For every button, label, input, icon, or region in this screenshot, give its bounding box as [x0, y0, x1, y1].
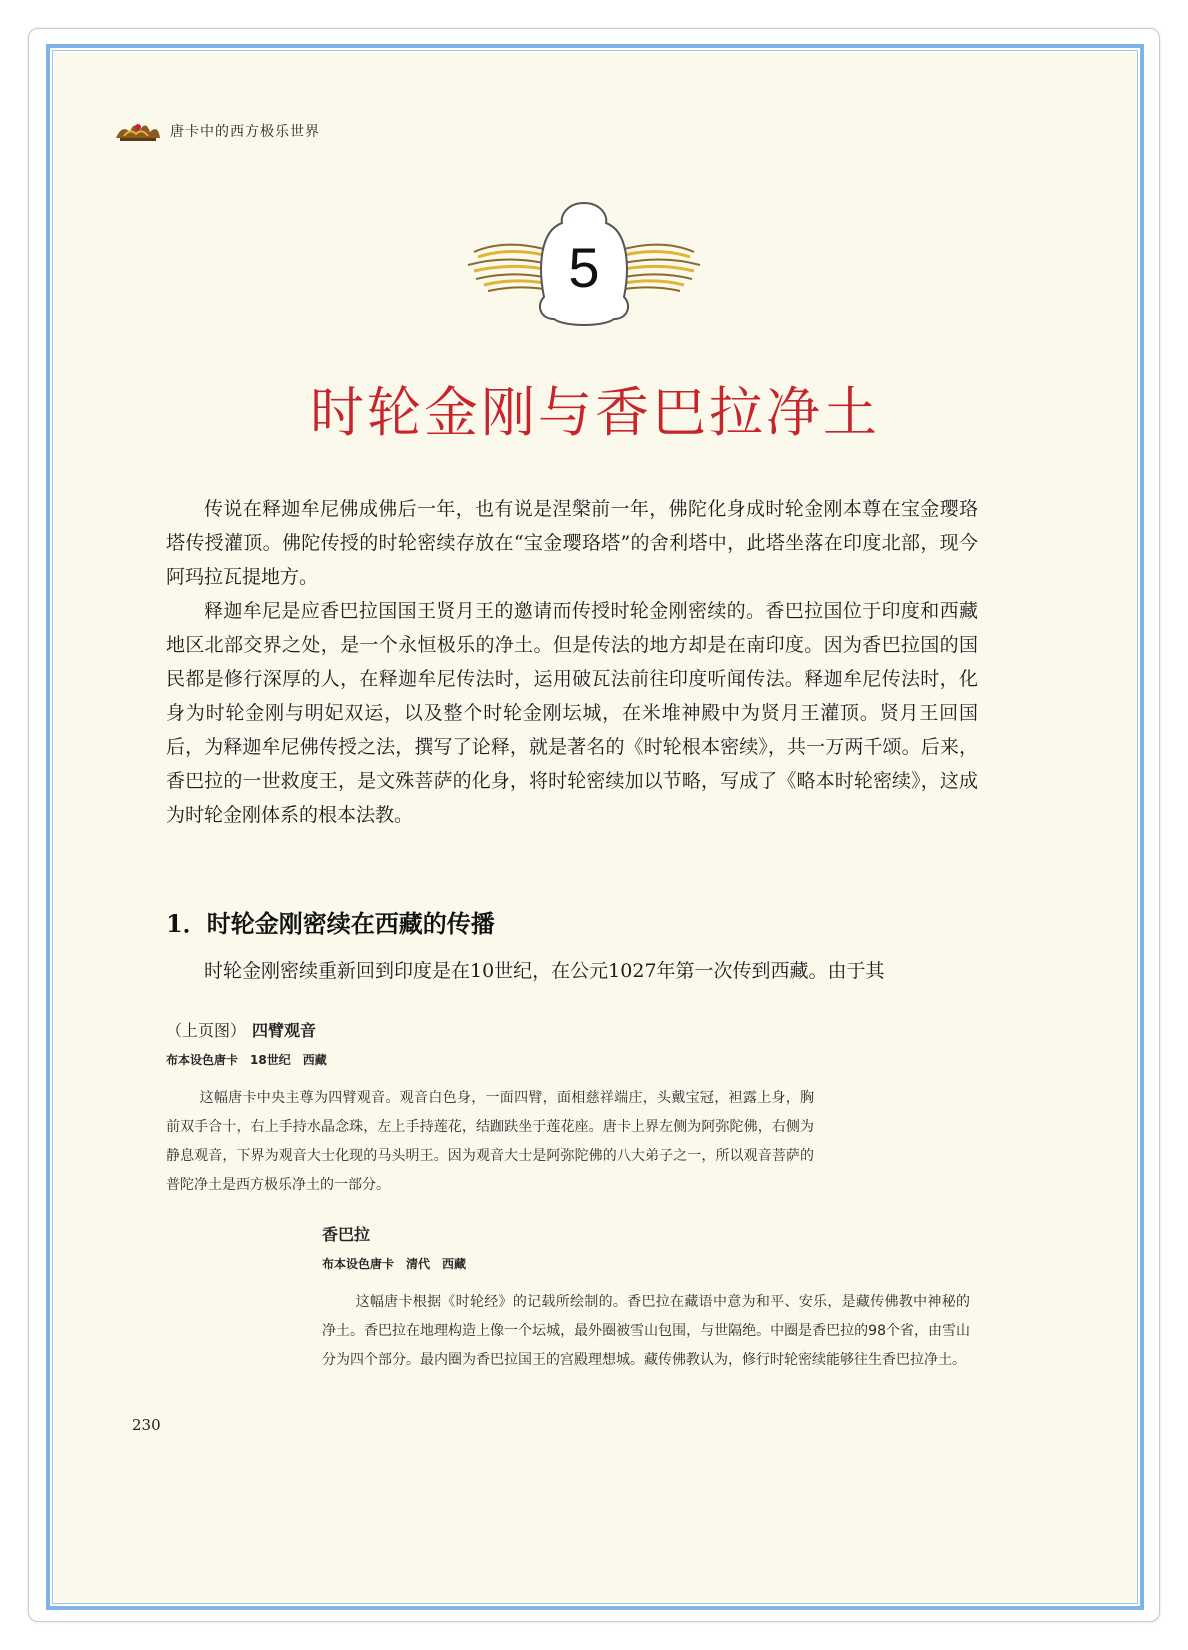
running-header-text: 唐卡中的西方极乐世界 [170, 124, 320, 140]
chapter-title: 时轮金刚与香巴拉净土 [310, 381, 880, 444]
body-paragraph: 释迦牟尼是应香巴拉国国王贤月王的邀请而传授时轮金刚密续的。香巴拉国位于印度和西藏地区北部交界之处，是一个永恒极乐的净土。但是传法的地方却是在南印度。因为香巴拉国的国民都是修行深厚的人，在释迦牟尼传法时，运用破瓦法前往印度听闻传法。释迦牟尼传法时，化身为时轮金刚与明妃双运，以及整个时轮金刚坛城，在米堆神殿中为贤月王灌顶。贤月王回国后，为释迦牟尼佛传授之法，撰写了论释，就是著名的《时轮根本密续》，共一万两千颂。后来，香巴拉的一世救度王，是文殊菩萨的化身，将时轮密续加以节略，写成了《略本时轮密续》，这成为时轮金刚体系的根本法教。 [166, 600, 978, 826]
caption-description: 这幅唐卡中央主尊为四臂观音。观音白色身，一面四臂，面相慈祥端庄，头戴宝冠，袒露上身，胸前双手合十，右上手持水晶念珠，左上手持莲花，结跏趺坐于莲花座。唐卡上界左侧为阿弥陀佛，右侧为静息观音，下界为观音大士化现的马头明王。因为观音大士是阿弥陀佛的八大弟子之一，所以观音菩萨的普陀净土是西方极乐净土的一部分。 [166, 1090, 814, 1193]
section-heading: 1．时轮金刚密续在西藏的传播 [166, 909, 495, 938]
chapter-number: 5 [568, 236, 600, 299]
section-body-text [166, 954, 978, 988]
section-paragraph: 时轮金刚密续重新回到印度是在10世纪，在公元1027年第一次传到西藏。由于其 [204, 960, 885, 982]
caption-prefix: （上页图） [166, 1021, 247, 1040]
caption-title-text: 四臂观音 [252, 1021, 317, 1040]
caption-shambhala [322, 1222, 970, 1375]
caption-title-text: 香巴拉 [322, 1225, 371, 1244]
body-text [166, 492, 978, 832]
running-header [114, 118, 320, 144]
lotus-emblem-icon [114, 118, 162, 144]
caption-title [322, 1222, 970, 1245]
caption-meta: 布本设色唐卡 清代 西藏 [322, 1257, 467, 1271]
book-page [54, 52, 1136, 1602]
caption-description: 这幅唐卡根据《时轮经》的记载所绘制的。香巴拉在藏语中意为和平、安乐，是藏传佛教中神秘的净土。香巴拉在地理构造上像一个坛城，最外圈被雪山包围，与世隔绝。中圈是香巴拉的98个省，由雪山分为四个部分。最内圈为香巴拉国王的宫殿理想城。藏传佛教认为，修行时轮密续能够往生香巴拉净土。 [322, 1294, 970, 1368]
page-number: 230 [132, 1416, 161, 1434]
caption-four-armed-avalokiteshvara [166, 1018, 814, 1200]
caption-title [166, 1018, 814, 1041]
caption-meta: 布本设色唐卡 18世纪 西藏 [166, 1053, 327, 1067]
body-paragraph: 传说在释迦牟尼佛成佛后一年，也有说是涅槃前一年，佛陀化身成时轮金刚本尊在宝金璎珞塔传授灌顶。佛陀传授的时轮密续存放在“宝金璎珞塔”的舍利塔中，此塔坐落在印度北部，现今阿玛拉瓦提地方。 [166, 498, 978, 588]
chapter-badge [464, 197, 704, 332]
